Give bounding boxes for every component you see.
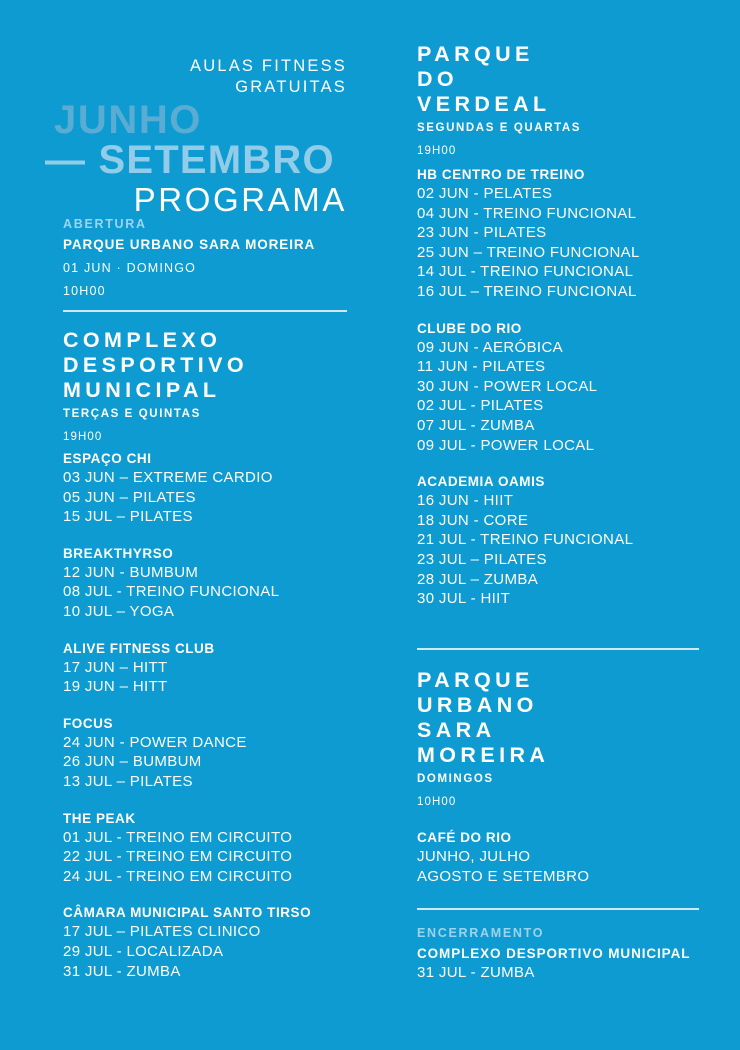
gym-sessions	[417, 491, 699, 609]
session-item: 22 JUL - TREINO EM CIRCUITO	[63, 848, 293, 866]
venue-days: SEGUNDAS E QUARTAS	[417, 122, 582, 134]
gym-block	[63, 903, 347, 981]
closing-venue: COMPLEXO DESPORTIVO MUNICIPAL	[417, 946, 691, 961]
session-item: 14 JUL - TREINO FUNCIONAL	[417, 263, 634, 281]
right-gym-list-one	[417, 165, 699, 609]
venue-title-line-2: URBANO	[417, 693, 538, 717]
session-item: 23 JUL – PILATES	[417, 550, 547, 568]
opening-time: 10H00	[63, 284, 106, 298]
session-item: 31 JUL - ZUMBA	[417, 964, 535, 981]
venue-time: 10H00	[417, 796, 457, 808]
venue-title-line-2: DESPORTIVO	[63, 353, 248, 377]
session-item: 25 JUN – TREINO FUNCIONAL	[417, 243, 640, 261]
closing-label: ENCERRAMENTO	[417, 926, 545, 940]
opening-date: 01 JUN · DOMINGO	[63, 261, 197, 275]
gym-sessions	[63, 828, 347, 887]
divider-right-middle	[417, 648, 699, 650]
title-month-end: — SETEMBRO	[45, 137, 335, 182]
title-month-start: JUNHO	[54, 98, 203, 142]
venue-title-line-1: PARQUE	[417, 668, 534, 692]
gym-name: CAFÉ DO RIO	[417, 830, 512, 845]
gym-name: FOCUS	[63, 715, 113, 731]
session-item: 05 JUN – PILATES	[63, 488, 196, 506]
session-item: 29 JUL - LOCALIZADA	[63, 942, 224, 960]
gym-sessions	[417, 338, 699, 456]
session-item: 24 JUL - TREINO EM CIRCUITO	[63, 867, 293, 885]
gym-name: THE PEAK	[63, 810, 136, 826]
divider-right-bottom	[417, 908, 699, 910]
session-item: 02 JUN - PELATES	[417, 185, 553, 202]
divider-left-top	[63, 310, 347, 312]
opening-label: ABERTURA	[63, 217, 147, 231]
venue-time: 19H00	[63, 431, 103, 443]
opening-block	[63, 216, 347, 301]
session-item: 03 JUN – EXTREME CARDIO	[63, 469, 273, 486]
gym-block	[417, 319, 699, 456]
session-item: 16 JUN - HIIT	[417, 492, 514, 510]
session-item: 28 JUL – ZUMBA	[417, 570, 539, 588]
session-item: 09 JUN - AERÓBICA	[417, 338, 563, 356]
session-item: 01 JUL - TREINO EM CIRCUITO	[63, 828, 293, 846]
session-item: 30 JUN - POWER LOCAL	[417, 377, 598, 395]
gym-block	[417, 828, 699, 886]
gym-name: CLUBE DO RIO	[417, 320, 522, 336]
venue-title-line-1: COMPLEXO	[63, 328, 222, 352]
page-title: PROGRAMA	[133, 180, 347, 218]
venue-days: DOMINGOS	[417, 773, 494, 785]
venue-title-line-2: DO	[417, 67, 459, 91]
session-item: 12 JUN - BUMBUM	[63, 563, 199, 581]
session-item: 07 JUL - ZUMBA	[417, 416, 535, 434]
gym-name: BREAKTHYRSO	[63, 545, 174, 561]
venue-title-line-3: SARA	[417, 718, 496, 742]
gym-sessions	[63, 658, 347, 697]
venue-days: TERÇAS E QUINTAS	[63, 408, 201, 420]
gym-sessions	[417, 847, 699, 886]
session-item: 15 JUL – PILATES	[63, 508, 193, 526]
session-item: 17 JUN – HITT	[63, 658, 168, 676]
venue-title-line-3: VERDEAL	[417, 92, 551, 116]
session-item: 16 JUL – TREINO FUNCIONAL	[417, 282, 637, 300]
gym-sessions	[63, 468, 347, 527]
gym-block	[63, 544, 347, 622]
session-item: 31 JUL - ZUMBA	[63, 962, 181, 980]
gym-block	[417, 165, 699, 302]
kicker-line-1: AULAS FITNESS	[190, 57, 347, 75]
session-item: 09 JUL - POWER LOCAL	[417, 436, 595, 454]
gym-sessions	[63, 922, 347, 981]
closing-block	[417, 925, 699, 983]
title-block	[45, 98, 347, 218]
venue-title-line-3: MUNICIPAL	[63, 378, 221, 402]
session-item: 30 JUL - HIIT	[417, 590, 511, 608]
gym-name: ESPAÇO CHI	[63, 451, 152, 466]
gym-block	[63, 714, 347, 792]
session-item: JUNHO, JULHO	[417, 848, 531, 865]
venue-parque-do-verdeal	[417, 42, 699, 160]
gym-block	[417, 472, 699, 609]
session-item: 23 JUN - PILATES	[417, 224, 547, 242]
session-item: 21 JUL - TREINO FUNCIONAL	[417, 531, 634, 549]
session-item: 18 JUN - CORE	[417, 511, 529, 529]
gym-block	[63, 639, 347, 697]
gym-block	[63, 449, 347, 527]
venue-title-line-4: MOREIRA	[417, 743, 550, 767]
gym-block	[63, 809, 347, 887]
venue-time: 19H00	[417, 145, 457, 157]
gym-sessions	[417, 184, 699, 302]
venue-complexo-desportivo	[63, 328, 347, 446]
session-item: 11 JUN - PILATES	[417, 358, 546, 376]
session-item: 10 JUL – YOGA	[63, 602, 175, 620]
gym-sessions	[63, 563, 347, 622]
session-item: 26 JUN – BUMBUM	[63, 753, 202, 771]
session-item: 08 JUL - TREINO FUNCIONAL	[63, 583, 280, 601]
venue-title-line-1: PARQUE	[417, 42, 534, 66]
session-item: AGOSTO E SETEMBRO	[417, 867, 590, 885]
gym-name: ACADEMIA OAMIS	[417, 474, 545, 490]
venue-parque-urbano-sara-moreira	[417, 668, 699, 811]
session-item: 04 JUN - TREINO FUNCIONAL	[417, 204, 637, 222]
session-item: 24 JUN - POWER DANCE	[63, 733, 247, 751]
kicker-line-2: GRATUITAS	[235, 78, 347, 96]
closing-sessions	[417, 963, 699, 983]
gym-name: CÂMARA MUNICIPAL SANTO TIRSO	[63, 905, 312, 921]
opening-venue: PARQUE URBANO SARA MOREIRA	[63, 237, 316, 252]
gym-name: HB CENTRO DE TREINO	[417, 167, 585, 182]
right-gym-list-two	[417, 828, 699, 886]
gym-sessions	[63, 733, 347, 792]
gym-name: ALIVE FITNESS CLUB	[63, 640, 215, 656]
session-item: 02 JUL - PILATES	[417, 397, 544, 415]
session-item: 19 JUN – HITT	[63, 678, 168, 696]
session-item: 17 JUL – PILATES CLINICO	[63, 923, 261, 941]
session-item: 13 JUL – PILATES	[63, 772, 193, 790]
masthead	[45, 56, 347, 218]
left-gym-list	[63, 449, 347, 981]
